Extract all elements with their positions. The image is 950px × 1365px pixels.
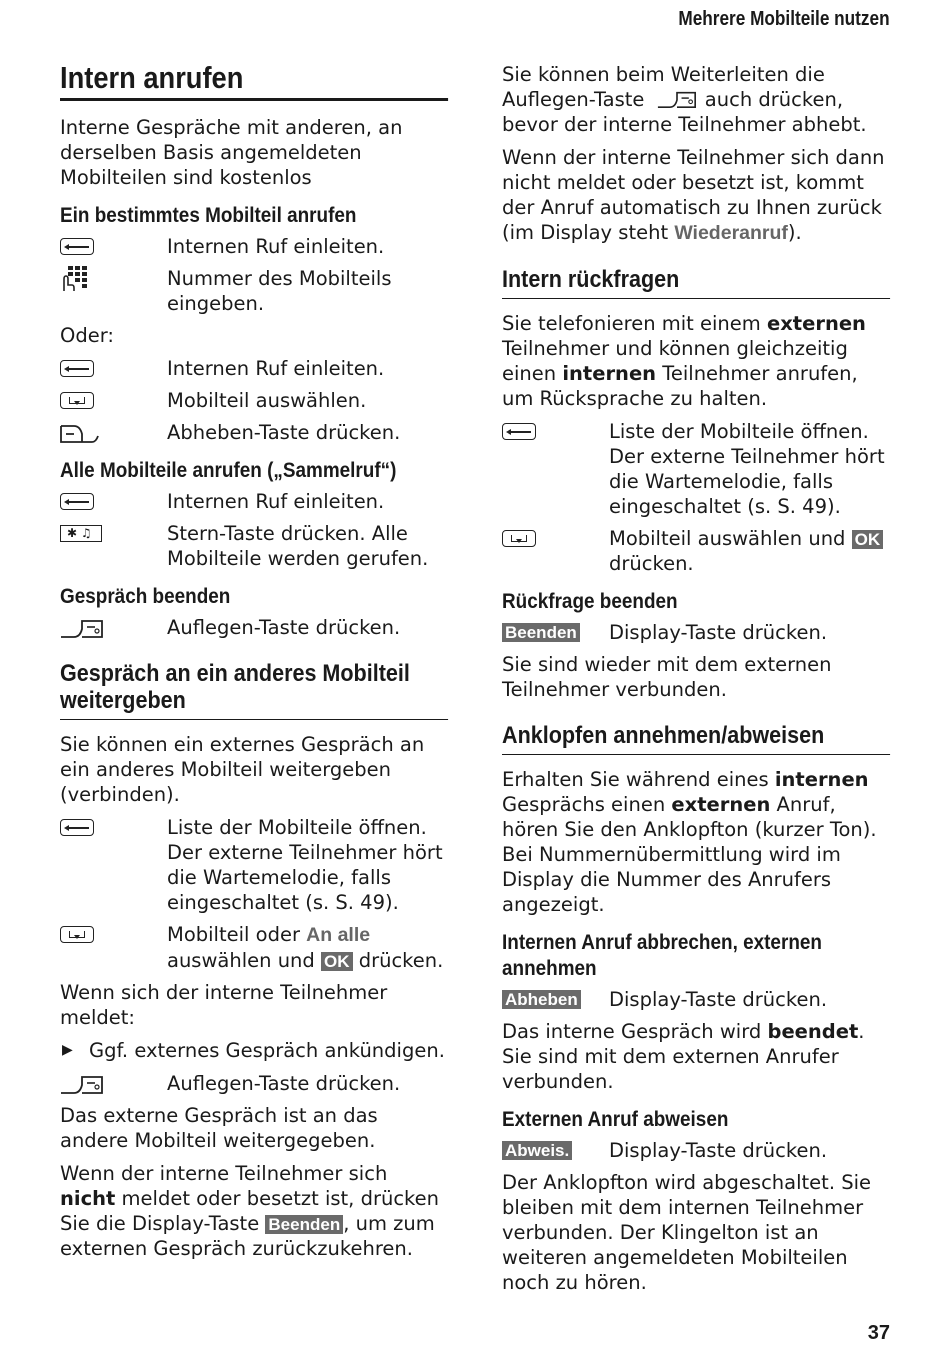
beenden-softkey: Beenden bbox=[265, 1215, 343, 1234]
step-row bbox=[60, 388, 448, 413]
heading-gespraech-beenden: Gespräch beenden bbox=[60, 584, 231, 608]
oder-label: Oder: bbox=[60, 324, 114, 347]
weitergeben-intro: Sie können ein externes Gespräch an ein anderes Mobilteil weitergeben (verbinden). bbox=[60, 733, 425, 806]
intern-key-icon bbox=[60, 819, 94, 836]
section-title-intern-anrufen: Intern anrufen bbox=[60, 60, 448, 101]
heading-internen-anruf-abbrechen: Internen Anruf abbrechen, externen annehmen bbox=[502, 930, 822, 980]
heading-rueckfrage-beenden: Rückfrage beenden bbox=[502, 589, 678, 613]
step-text: Mobilteil auswählen. bbox=[167, 389, 367, 412]
abheben-softkey: Abheben bbox=[502, 990, 581, 1009]
step-text: Mobilteil oder An alle auswählen und OK drücken. bbox=[167, 923, 444, 972]
step-text: Mobilteil auswählen und OK drücken. bbox=[609, 526, 890, 576]
heading-sammelruf: Alle Mobilteile anrufen („Sammelruf“) bbox=[60, 458, 397, 482]
arrow-bullet-icon: ▶ bbox=[62, 1042, 73, 1058]
right-column bbox=[502, 62, 890, 1303]
step-text: Stern-Taste drücken. Alle Mobilteile werden gerufen. bbox=[167, 522, 429, 570]
step-text: Internen Ruf einleiten. bbox=[167, 357, 385, 380]
display-text-wiederanruf: Wiederanruf bbox=[674, 222, 788, 244]
step-row bbox=[502, 1138, 890, 1163]
step-row bbox=[60, 234, 448, 259]
keypad-icon bbox=[60, 265, 90, 293]
step-text: Liste der Mobilteile öffnen. Der externe Teilnehmer hört die Wartemelodie, falls eingeschaltet (s. S. 49). bbox=[609, 420, 885, 518]
step-row bbox=[502, 526, 890, 576]
abweisen-softkey: Abweis. bbox=[502, 1141, 572, 1160]
display-text-an-alle: An alle bbox=[306, 924, 371, 946]
intern-key-icon bbox=[502, 423, 536, 440]
paragraph: Das interne Gespräch wird beendet. Sie sind mit dem externen Anrufer verbunden. bbox=[502, 1020, 865, 1093]
running-header: Mehrere Mobilteile nutzen bbox=[678, 8, 890, 30]
paragraph: Wenn sich der interne Teilnehmer meldet: bbox=[60, 981, 388, 1029]
control-key-down-icon bbox=[60, 392, 94, 409]
control-key-down-icon bbox=[502, 530, 536, 547]
step-row bbox=[60, 922, 448, 973]
step-text: Auflegen-Taste drücken. bbox=[167, 616, 401, 639]
beenden-softkey: Beenden bbox=[502, 623, 580, 642]
heading-intern-rueckfragen: Intern rückfragen bbox=[502, 266, 890, 299]
star-key-icon: ✱ ♫ bbox=[60, 525, 102, 542]
heading-externen-anruf-abweisen: Externen Anruf abweisen bbox=[502, 1107, 729, 1131]
step-row bbox=[60, 356, 448, 381]
step-text: Internen Ruf einleiten. bbox=[167, 235, 385, 258]
paragraph: Wenn der interne Teilnehmer sich dann nicht meldet oder besetzt ist, kommt der Anruf automatisch zu Ihnen zurück (im Display steht Wiederanruf). bbox=[502, 146, 885, 244]
step-row bbox=[502, 620, 890, 645]
step-row bbox=[60, 420, 448, 445]
ok-softkey: OK bbox=[852, 530, 884, 549]
step-text: Abheben-Taste drücken. bbox=[167, 421, 401, 444]
step-text: Display-Taste drücken. bbox=[609, 988, 828, 1011]
step-row bbox=[60, 489, 448, 514]
paragraph: Der Anklopfton wird abgeschaltet. Sie bleiben mit dem internen Teilnehmer verbunden. Der Klingelton ist an weiteren angemeldeten Mobilteilen noch zu hören. bbox=[502, 1171, 872, 1294]
control-key-down-icon bbox=[60, 926, 94, 943]
step-row bbox=[60, 521, 448, 571]
end-call-key-icon bbox=[60, 1073, 104, 1095]
step-text: Display-Taste drücken. bbox=[609, 1139, 828, 1162]
step-row bbox=[502, 987, 890, 1012]
intern-key-icon bbox=[60, 238, 94, 255]
step-row bbox=[60, 815, 448, 915]
left-column bbox=[60, 60, 448, 1269]
step-row bbox=[60, 1071, 448, 1096]
paragraph: Wenn der interne Teilnehmer sich nicht meldet oder besetzt ist, drücken Sie die Display-Taste Beenden , um zum externen Gespräch zurückzukehren. bbox=[60, 1162, 439, 1260]
heading-anklopfen: Anklopfen annehmen/abweisen bbox=[502, 722, 890, 755]
end-call-key-icon bbox=[655, 89, 699, 109]
step-text: Auflegen-Taste drücken. bbox=[167, 1072, 401, 1095]
end-call-key-icon bbox=[60, 617, 104, 639]
heading-bestimmtes-mobilteil: Ein bestimmtes Mobilteil anrufen bbox=[60, 203, 357, 227]
step-text: Display-Taste drücken. bbox=[609, 621, 828, 644]
intern-key-icon bbox=[60, 360, 94, 377]
heading-weitergeben: Gespräch an ein anderes Mobilteil weitergeben bbox=[60, 660, 448, 720]
bullet-item: ▶ Ggf. externes Gespräch ankündigen. bbox=[62, 1039, 445, 1062]
paragraph: Sie telefonieren mit einem externen Teilnehmer und können gleichzeitig einen internen Teilnehmer anrufen, um Rücksprache zu halten. bbox=[502, 312, 866, 410]
paragraph: Erhalten Sie während eines internen Gesprächs einen externen Anruf, hören Sie den Anklopfton (kurzer Ton). Bei Nummernübermittlung wird im Display die Nummer des Anrufers angezeigt. bbox=[502, 768, 877, 916]
page-number: 37 bbox=[867, 1322, 890, 1344]
step-row bbox=[502, 419, 890, 519]
paragraph: Sie können beim Weiterleiten die Auflegen-Taste auch drücken, bevor der interne Teilnehmer abhebt. bbox=[502, 63, 867, 136]
step-text: Liste der Mobilteile öffnen. Der externe Teilnehmer hört die Wartemelodie, falls eingeschaltet (s. S. 49). bbox=[167, 816, 443, 914]
paragraph: Das externe Gespräch ist an das andere Mobilteil weitergegeben. bbox=[60, 1104, 378, 1152]
talk-key-icon bbox=[60, 422, 104, 444]
step-text: Internen Ruf einleiten. bbox=[167, 490, 385, 513]
step-row bbox=[60, 615, 448, 640]
ok-softkey: OK bbox=[321, 952, 353, 971]
intern-key-icon bbox=[60, 493, 94, 510]
paragraph: Sie sind wieder mit dem externen Teilnehmer verbunden. bbox=[502, 653, 832, 701]
intro-text: Interne Gespräche mit anderen, an derselben Basis angemeldeten Mobilteilen sind kostenlos bbox=[60, 116, 403, 189]
step-row bbox=[60, 266, 448, 316]
step-text: Nummer des Mobilteils eingeben. bbox=[167, 267, 392, 315]
